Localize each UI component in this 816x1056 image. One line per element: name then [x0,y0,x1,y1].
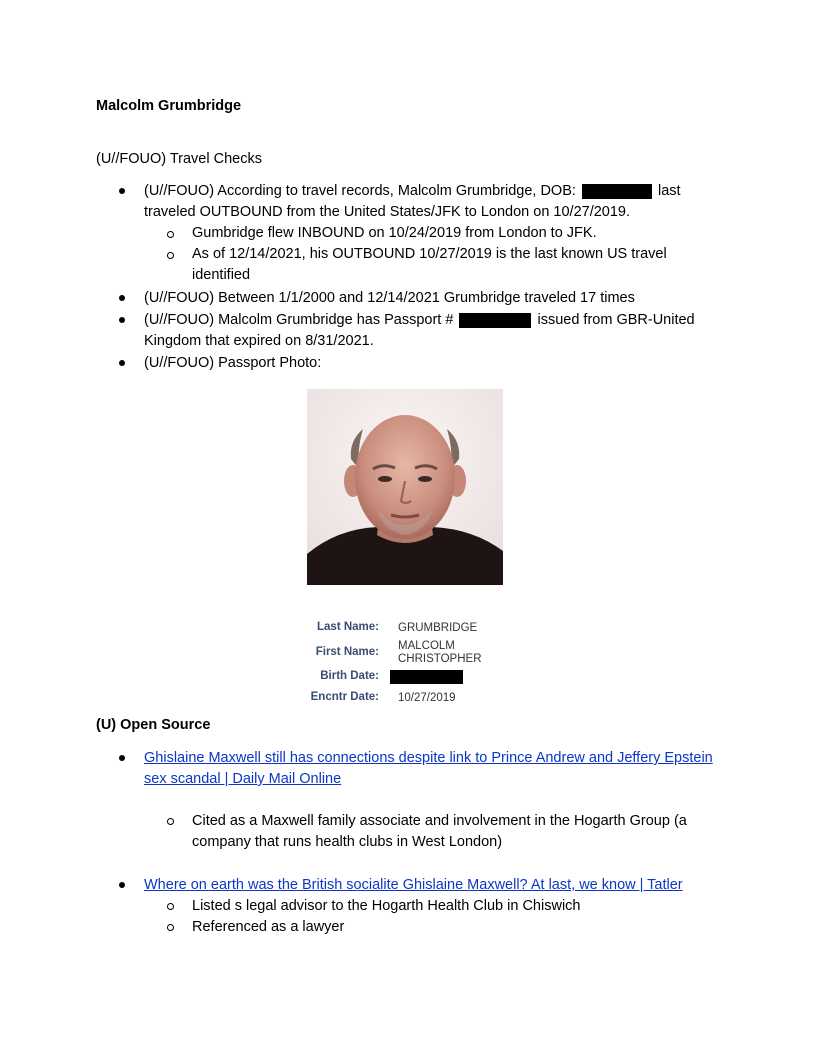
first-name-value-1: MALCOLM [398,640,455,652]
open-source-note-1-line-1: Cited as a Maxwell family associate and involvement in the Hogarth Group (a [192,813,687,829]
tatler-link-line [144,875,683,896]
bullet-marker [119,360,125,366]
bullet-marker [119,188,125,194]
first-name-label: First Name: [315,646,379,658]
encntr-date-label: Encntr Date: [310,691,379,703]
daily-mail-link-line-2 [144,769,341,790]
travel-bullet-1-text: (U//FOUO) According to travel records, Malcolm Grumbridge, DOB: [144,183,576,199]
travel-bullet-4: (U//FOUO) Passport Photo: [144,355,322,371]
bullet-marker [119,755,125,761]
bullet-marker [119,295,125,301]
sub-bullet-marker [167,252,174,259]
bullet-marker [119,317,125,323]
portrait-image [307,389,503,585]
travel-bullet-1-line-2: traveled OUTBOUND from the United States/JFK to London on 10/27/2019. [144,204,631,220]
daily-mail-link[interactable]: Ghislaine Maxwell still has connections despite link to Prince Andrew and Jeffery Epstein [144,750,713,766]
travel-heading: (U//FOUO) Travel Checks [96,151,262,167]
encntr-date-value: 10/27/2019 [398,692,456,704]
open-source-note-3: Referenced as a lawyer [192,919,345,935]
sub-bullet-marker [167,924,174,931]
travel-bullet-2: (U//FOUO) Between 1/1/2000 and 12/14/2021 Grumbridge traveled 17 times [144,290,635,306]
daily-mail-link-continued[interactable]: sex scandal | Daily Mail Online [144,771,342,787]
open-source-note-2: Listed s legal advisor to the Hogarth Health Club in Chiswich [192,898,581,914]
travel-sub-bullet-2-line-2: identified [192,267,251,283]
daily-mail-link-line-1 [144,748,713,769]
travel-bullet-3-line-2: Kingdom that expired on 8/31/2021. [144,333,374,349]
dob-redaction [582,184,652,199]
page-title: Malcolm Grumbridge [96,98,242,114]
birth-date-redaction [390,670,463,684]
travel-bullet-3-text-end: issued from GBR-United [537,312,695,328]
last-name-label: Last Name: [317,621,379,633]
sub-bullet-marker [167,818,174,825]
travel-sub-bullet-2-line-1: As of 12/14/2021, his OUTBOUND 10/27/2019 is the last known US travel [192,246,667,262]
sub-bullet-marker [167,231,174,238]
first-name-value-2: CHRISTOPHER [398,653,482,665]
travel-bullet-1-text-end: last [657,183,681,199]
open-source-heading: (U) Open Source [96,717,211,733]
tatler-link[interactable]: Where on earth was the British socialite Ghislaine Maxwell? At last, we know | Tatler [144,877,683,893]
passport-number-redaction [459,313,531,328]
open-source-note-1-line-2: company that runs health clubs in West London) [192,834,503,850]
last-name-value: GRUMBRIDGE [398,622,478,634]
birth-date-label: Birth Date: [320,670,379,682]
travel-bullet-3-line-1 [144,310,695,331]
travel-bullet-3-text: (U//FOUO) Malcolm Grumbridge has Passport # [144,312,454,328]
passport-photo [307,389,503,585]
travel-bullet-1-line-1 [144,181,681,202]
bullet-marker [119,882,125,888]
travel-sub-bullet-1: Gumbridge flew INBOUND on 10/24/2019 from London to JFK. [192,225,597,241]
sub-bullet-marker [167,903,174,910]
